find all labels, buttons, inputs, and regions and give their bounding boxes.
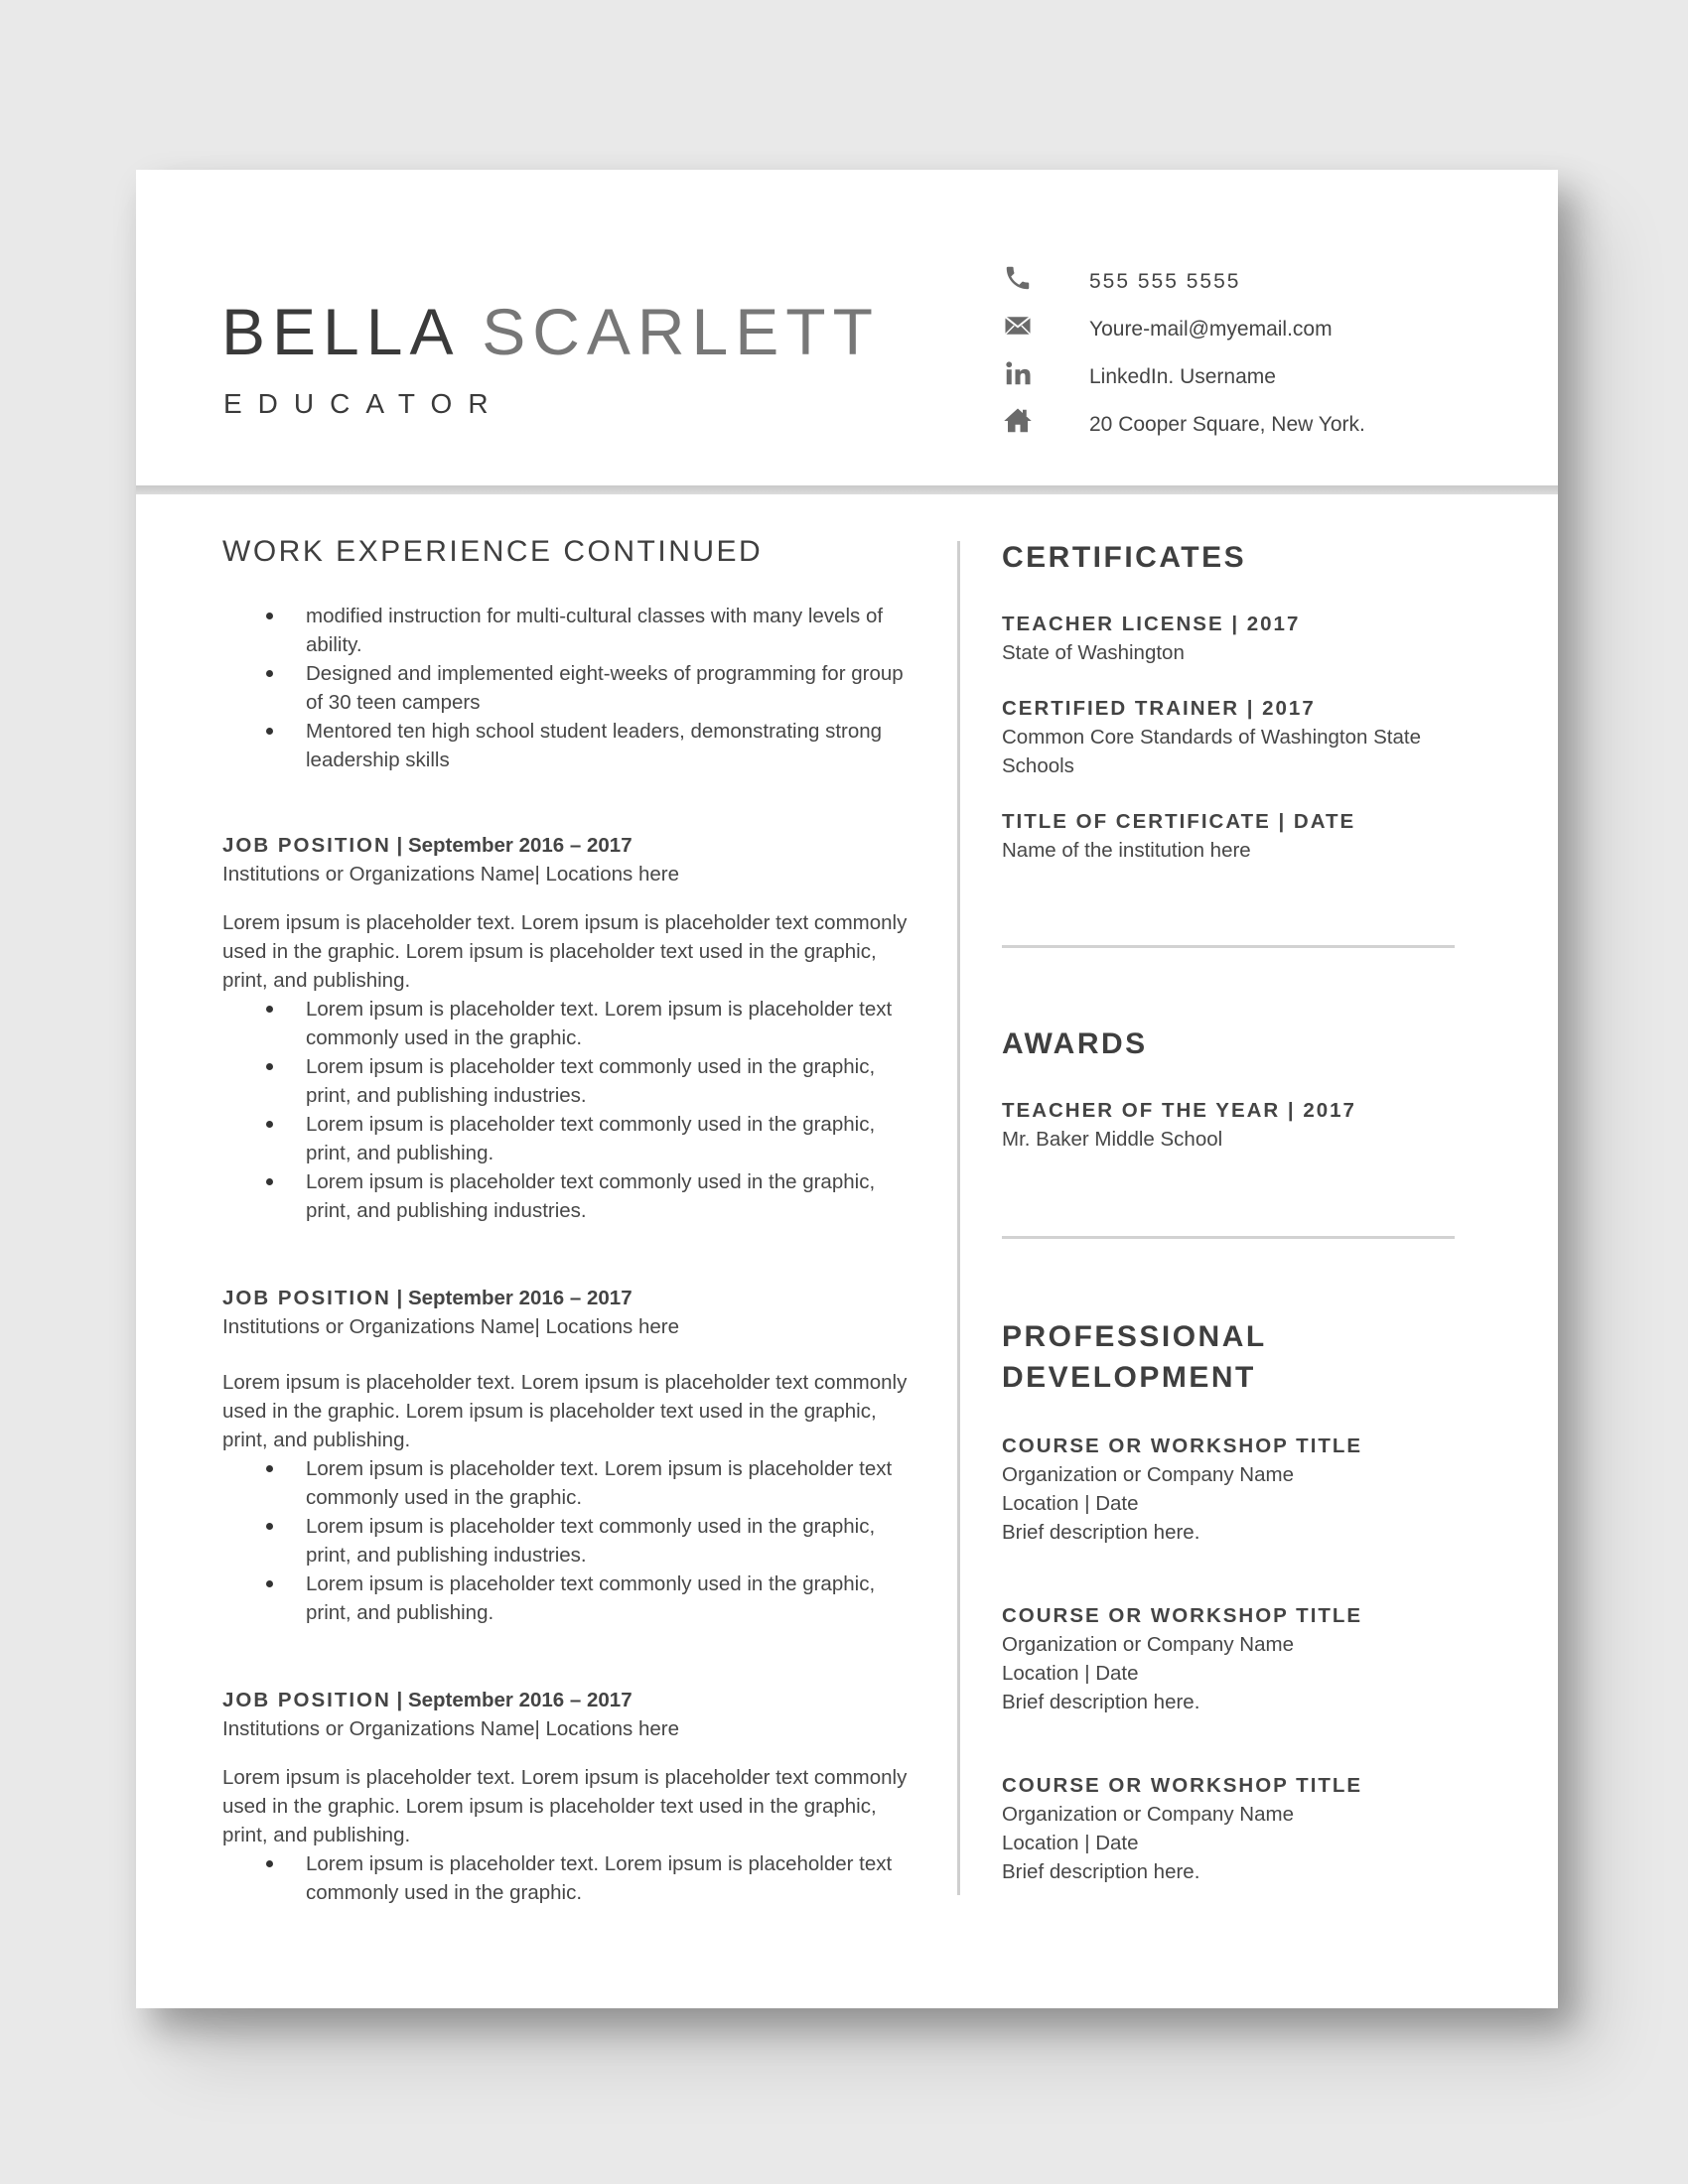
- course-item: [1002, 1601, 1478, 1716]
- list-item: Lorem ipsum is placeholder text commonly used in the graphic, print, and publishing.: [222, 1570, 917, 1627]
- first-name: BELLA: [221, 295, 457, 368]
- course-title: COURSE OR WORKSHOP TITLE: [1002, 1604, 1363, 1627]
- job-separator: |: [390, 1286, 408, 1309]
- course-description: Brief description here.: [1002, 1521, 1200, 1544]
- job-dates: September 2016 – 2017: [407, 833, 633, 857]
- course-item: [1002, 1771, 1478, 1886]
- award-item: [1002, 1096, 1478, 1154]
- list-item: Lorem ipsum is placeholder text. Lorem ipsum is placeholder text commonly used in the graphic.: [222, 1454, 917, 1512]
- course-organization: Organization or Company Name: [1002, 1463, 1294, 1486]
- professional-development-heading: [1002, 1316, 1478, 1398]
- list-item: Lorem ipsum is placeholder text commonly used in the graphic, print, and publishing industries.: [222, 1167, 917, 1225]
- job-entry: [222, 1686, 917, 1907]
- course-organization: Organization or Company Name: [1002, 1633, 1294, 1656]
- phone-number: 555 555 5555: [1089, 270, 1241, 293]
- job-dates: September 2016 – 2017: [407, 1688, 633, 1711]
- heading-line: PROFESSIONAL: [1002, 1320, 1267, 1353]
- section-divider: [1002, 1236, 1455, 1239]
- certificates-heading: CERTIFICATES: [1002, 541, 1247, 574]
- award-organization: Mr. Baker Middle School: [1002, 1128, 1223, 1151]
- certificate-issuer: State of Washington: [1002, 641, 1185, 664]
- course-title: COURSE OR WORKSHOP TITLE: [1002, 1774, 1363, 1797]
- certificate-title: TEACHER LICENSE | 2017: [1002, 613, 1301, 635]
- awards-heading: AWARDS: [1002, 1027, 1148, 1060]
- course-description: Brief description here.: [1002, 1860, 1200, 1883]
- list-item: Lorem ipsum is placeholder text commonly used in the graphic, print, and publishing industries.: [222, 1512, 917, 1570]
- course-title: COURSE OR WORKSHOP TITLE: [1002, 1434, 1363, 1457]
- linkedin-icon: [1003, 358, 1033, 388]
- course-location-date: Location | Date: [1002, 1492, 1139, 1515]
- job-separator: |: [390, 1688, 408, 1711]
- certificates-section: [1002, 537, 1478, 865]
- course-description: Brief description here.: [1002, 1691, 1200, 1713]
- envelope-icon: [1003, 311, 1033, 341]
- job-position: JOB POSITION: [222, 1286, 391, 1309]
- section-divider: [1002, 945, 1455, 948]
- awards-section: [1002, 1024, 1478, 1154]
- job-description: Lorem ipsum is placeholder text. Lorem ipsum is placeholder text commonly used in the graphic. Lorem ipsum is placeholder text used in the graphic, print, and publishing.: [222, 1765, 908, 1846]
- job-description: Lorem ipsum is placeholder text. Lorem ipsum is placeholder text commonly used in the graphic. Lorem ipsum is placeholder text used in the graphic, print, and publishing.: [222, 1370, 908, 1451]
- job-heading: [222, 1284, 917, 1312]
- certificate-item: [1002, 807, 1478, 865]
- list-item: modified instruction for multi-cultural classes with many levels of ability.: [222, 602, 917, 659]
- sidebar: [1002, 537, 1478, 1886]
- professional-development-section: [1002, 1316, 1478, 1886]
- list-item: Designed and implemented eight-weeks of programming for group of 30 teen campers: [222, 659, 917, 717]
- linkedin-username: LinkedIn. Username: [1089, 365, 1276, 388]
- resume-page: [136, 170, 1558, 2008]
- certificate-title: CERTIFIED TRAINER | 2017: [1002, 697, 1316, 720]
- work-experience-heading: WORK EXPERIENCE CONTINUED: [222, 535, 764, 568]
- column-divider: [957, 541, 960, 1895]
- list-item: Lorem ipsum is placeholder text commonly used in the graphic, print, and publishing industries.: [222, 1052, 917, 1110]
- certificate-title: TITLE OF CERTIFICATE | DATE: [1002, 810, 1356, 833]
- certificate-item: [1002, 610, 1478, 667]
- list-item: Lorem ipsum is placeholder text commonly used in the graphic, print, and publishing.: [222, 1110, 917, 1167]
- course-location-date: Location | Date: [1002, 1832, 1139, 1854]
- intro-bullets: [222, 602, 917, 774]
- job-description: Lorem ipsum is placeholder text. Lorem ipsum is placeholder text commonly used in the graphic. Lorem ipsum is placeholder text used in the graphic, print, and publishing.: [222, 910, 908, 992]
- award-title: TEACHER OF THE YEAR | 2017: [1002, 1099, 1356, 1122]
- job-heading: [222, 831, 917, 860]
- candidate-name: [221, 295, 880, 368]
- job-title: EDUCATOR: [223, 388, 504, 419]
- header-divider: [136, 485, 1558, 494]
- job-dates: September 2016 – 2017: [407, 1286, 633, 1309]
- job-organization: Institutions or Organizations Name| Locations here: [222, 862, 679, 886]
- phone-icon: [1003, 263, 1033, 293]
- job-heading: [222, 1686, 917, 1714]
- list-item: Mentored ten high school student leaders, demonstrating strong leadership skills: [222, 717, 917, 774]
- job-position: JOB POSITION: [222, 1688, 391, 1711]
- job-bullets: [222, 1849, 917, 1907]
- email-address: Youre-mail@myemail.com: [1089, 318, 1333, 341]
- job-bullets: [222, 995, 917, 1225]
- certificate-item: [1002, 694, 1478, 780]
- certificate-issuer: Name of the institution here: [1002, 839, 1251, 862]
- job-organization: Institutions or Organizations Name| Locations here: [222, 1716, 679, 1740]
- job-position: JOB POSITION: [222, 833, 391, 857]
- job-organization: Institutions or Organizations Name| Locations here: [222, 1314, 679, 1338]
- job-entry: [222, 831, 917, 1225]
- course-item: [1002, 1432, 1478, 1547]
- heading-line: DEVELOPMENT: [1002, 1361, 1256, 1394]
- course-organization: Organization or Company Name: [1002, 1803, 1294, 1826]
- list-item: Lorem ipsum is placeholder text. Lorem ipsum is placeholder text commonly used in the graphic.: [222, 1849, 917, 1907]
- certificate-issuer: Common Core Standards of Washington State Schools: [1002, 726, 1421, 777]
- job-separator: |: [390, 833, 408, 857]
- work-experience-section: [222, 532, 917, 1907]
- job-bullets: [222, 1454, 917, 1627]
- course-location-date: Location | Date: [1002, 1662, 1139, 1685]
- last-name: SCARLETT: [482, 295, 880, 368]
- home-icon: [1003, 406, 1033, 436]
- street-address: 20 Cooper Square, New York.: [1089, 413, 1365, 436]
- job-entry: [222, 1284, 917, 1627]
- list-item: Lorem ipsum is placeholder text. Lorem ipsum is placeholder text commonly used in the graphic.: [222, 995, 917, 1052]
